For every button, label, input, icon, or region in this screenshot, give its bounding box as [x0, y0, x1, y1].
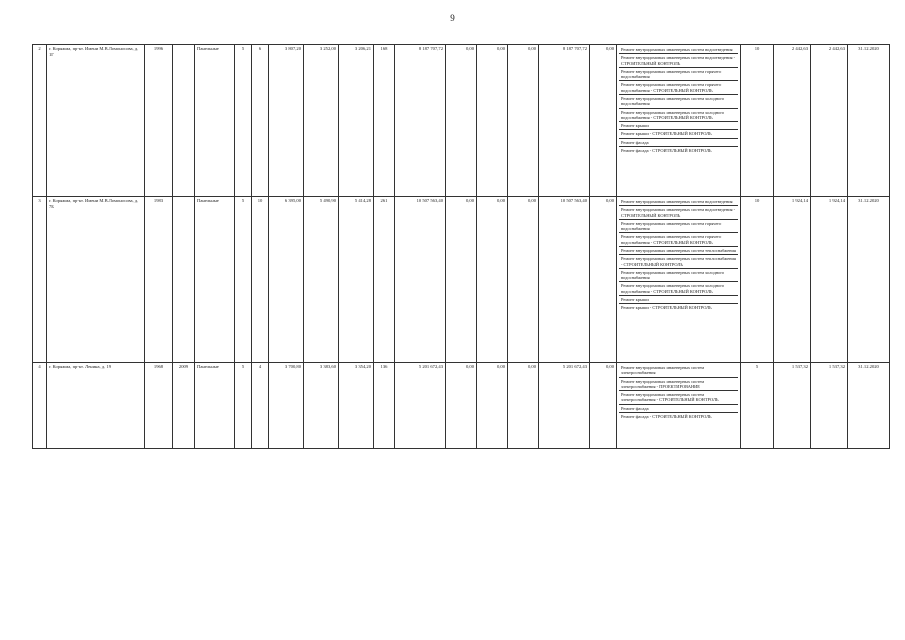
- cost-4-cell: 10 507 563,40: [539, 197, 590, 363]
- cost-2-cell: 0,00: [477, 197, 508, 363]
- entrances-cell: 10: [252, 197, 269, 363]
- works-count-cell: 10: [741, 197, 774, 363]
- address-cell: г. Коряжма, пр-кт. Имени М.В.Ломоносова, д. 1Г: [47, 45, 145, 197]
- work-item: Ремонт крыши: [619, 122, 738, 130]
- work-item: Ремонт внутридомовых инженерных систем электроснабжения: [619, 364, 738, 378]
- total-area-cell: 3 807,20: [269, 45, 304, 197]
- work-item: Ремонт внутридомовых инженерных систем водоотведения: [619, 46, 738, 54]
- entrances-cell: 4: [252, 363, 269, 449]
- table-row: [33, 363, 890, 449]
- work-item: Ремонт внутридомовых инженерных систем холодного водоснабжения: [619, 269, 738, 283]
- work-item: Ремонт крыши: [619, 296, 738, 304]
- work-item: Ремонт внутридомовых инженерных систем горячего водоснабжения - СТРОИТЕЛЬНЫЙ КОНТРОЛЬ: [619, 233, 738, 247]
- area-b-cell: 5 414,28: [339, 197, 374, 363]
- work-item: Ремонт фасада: [619, 139, 738, 147]
- year-built-cell: 1968: [145, 363, 173, 449]
- cost-1-cell: 0,00: [446, 363, 477, 449]
- cost-total-cell: 5 201 672,43: [395, 363, 446, 449]
- cost-5-cell: 0,00: [590, 197, 617, 363]
- works-count-cell: 10: [741, 45, 774, 197]
- table-row: [33, 197, 890, 363]
- address-cell: г. Коряжма, пр-кт. Имени М.В.Ломоносова, д. 7Б: [47, 197, 145, 363]
- cost-total-cell: 8 187 707,72: [395, 45, 446, 197]
- total-area-cell: 6 395,00: [269, 197, 304, 363]
- work-item: Ремонт крыши - СТРОИТЕЛЬНЫЙ КОНТРОЛЬ: [621, 305, 712, 311]
- row-number: 2: [33, 45, 47, 197]
- deadline-cell: 31.12.2020: [848, 363, 890, 449]
- cost-2-cell: 0,00: [477, 45, 508, 197]
- area-b-cell: 3 206,21: [339, 45, 374, 197]
- work-item: Ремонт фасада - СТРОИТЕЛЬНЫЙ КОНТРОЛЬ: [621, 147, 712, 153]
- works-cell: [617, 363, 741, 449]
- works-cell: [617, 197, 741, 363]
- cost-1-cell: 0,00: [446, 45, 477, 197]
- cost-5-cell: 0,00: [590, 363, 617, 449]
- entrances-cell: 6: [252, 45, 269, 197]
- works-list: [619, 198, 738, 312]
- floors-cell: 5: [235, 197, 252, 363]
- limit-cost-cell: 1 537,32: [811, 363, 848, 449]
- works-count-cell: 5: [741, 363, 774, 449]
- total-area-cell: 3 700,80: [269, 363, 304, 449]
- table-row: [33, 45, 890, 197]
- work-item: Ремонт внутридомовых инженерных систем теплоснабжения - СТРОИТЕЛЬНЫЙ КОНТРОЛЬ: [619, 255, 738, 269]
- cost-total-cell: 10 507 563,40: [395, 197, 446, 363]
- limit-cost-cell: 2 442,63: [811, 45, 848, 197]
- capital-repair-table: [32, 44, 890, 449]
- work-item: Ремонт фасада - СТРОИТЕЛЬНЫЙ КОНТРОЛЬ: [621, 413, 712, 419]
- year-reconstruction-cell: 2009: [173, 363, 195, 449]
- cost-4-cell: 5 201 672,43: [539, 363, 590, 449]
- unit-cost-cell: 1 537,32: [774, 363, 811, 449]
- year-reconstruction-cell: [173, 45, 195, 197]
- work-item: Ремонт внутридомовых инженерных систем холодного водоснабжения - СТРОИТЕЛЬНЫЙ КОНТРОЛЬ: [619, 282, 738, 296]
- works-list: [619, 46, 738, 154]
- wall-material-cell: Панельные: [195, 45, 235, 197]
- year-reconstruction-cell: [173, 197, 195, 363]
- unit-cost-cell: 2 442,63: [774, 45, 811, 197]
- cost-3-cell: 0,00: [508, 197, 539, 363]
- floors-cell: 5: [235, 363, 252, 449]
- work-item: Ремонт внутридомовых инженерных систем теплоснабжения: [619, 247, 738, 255]
- work-item: Ремонт внутридомовых инженерных систем водоотведения: [619, 198, 738, 206]
- residents-cell: 261: [374, 197, 395, 363]
- cost-2-cell: 0,00: [477, 363, 508, 449]
- work-item: Ремонт внутридомовых инженерных систем водоотведения - СТРОИТЕЛЬНЫЙ КОНТРОЛЬ: [619, 54, 738, 68]
- work-item: Ремонт внутридомовых инженерных систем холодного водоснабжения: [619, 95, 738, 109]
- cost-3-cell: 0,00: [508, 45, 539, 197]
- residents-cell: 168: [374, 45, 395, 197]
- work-item: Ремонт внутридомовых инженерных систем электроснабжения - ПРОЕКТИРОВАНИЕ: [619, 378, 738, 392]
- floors-cell: 5: [235, 45, 252, 197]
- residents-cell: 136: [374, 363, 395, 449]
- work-item: Ремонт внутридомовых инженерных систем электроснабжения - СТРОИТЕЛЬНЫЙ КОНТРОЛЬ: [619, 391, 738, 405]
- works-cell: [617, 45, 741, 197]
- works-list: [619, 364, 738, 420]
- wall-material-cell: Панельные: [195, 197, 235, 363]
- year-built-cell: 1983: [145, 197, 173, 363]
- cost-5-cell: 0,00: [590, 45, 617, 197]
- cost-1-cell: 0,00: [446, 197, 477, 363]
- work-item: Ремонт крыши - СТРОИТЕЛЬНЫЙ КОНТРОЛЬ: [619, 130, 738, 138]
- work-item: Ремонт внутридомовых инженерных систем горячего водоснабжения - СТРОИТЕЛЬНЫЙ КОНТРОЛЬ: [619, 81, 738, 95]
- cost-3-cell: 0,00: [508, 363, 539, 449]
- address-cell: г. Коряжма, пр-кт. Ленина, д. 19: [47, 363, 145, 449]
- work-item: Ремонт внутридомовых инженерных систем водоотведения - СТРОИТЕЛЬНЫЙ КОНТРОЛЬ: [619, 206, 738, 220]
- row-number: 3: [33, 197, 47, 363]
- cost-4-cell: 8 187 707,72: [539, 45, 590, 197]
- area-b-cell: 3 354,20: [339, 363, 374, 449]
- deadline-cell: 31.12.2020: [848, 45, 890, 197]
- work-item: Ремонт внутридомовых инженерных систем горячего водоснабжения: [619, 220, 738, 234]
- limit-cost-cell: 1 924,14: [811, 197, 848, 363]
- unit-cost-cell: 1 924,14: [774, 197, 811, 363]
- deadline-cell: 31.12.2020: [848, 197, 890, 363]
- work-item: Ремонт внутридомовых инженерных систем холодного водоснабжения - СТРОИТЕЛЬНЫЙ КОНТРОЛЬ: [619, 109, 738, 123]
- area-a-cell: 3 383,60: [304, 363, 339, 449]
- wall-material-cell: Панельные: [195, 363, 235, 449]
- work-item: Ремонт фасада: [619, 405, 738, 413]
- year-built-cell: 1996: [145, 45, 173, 197]
- work-item: Ремонт внутридомовых инженерных систем горячего водоснабжения: [619, 68, 738, 82]
- row-number: 4: [33, 363, 47, 449]
- area-a-cell: 3 252,00: [304, 45, 339, 197]
- page-number: 9: [450, 13, 455, 23]
- area-a-cell: 5 490,90: [304, 197, 339, 363]
